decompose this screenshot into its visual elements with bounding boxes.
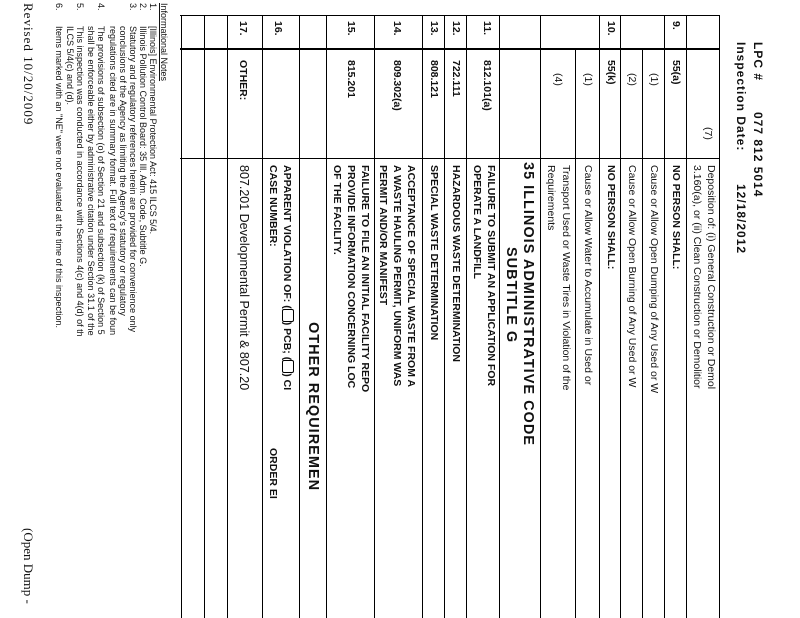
pcb-checkbox[interactable]: [282, 309, 294, 322]
pcb-label: ) PCB; (: [281, 321, 293, 361]
row-text: ACCEPTANCE OF SPECIAL WASTE FROM A: [405, 165, 417, 388]
row-cite: (2): [626, 73, 638, 86]
lpc-number: 077 812 5014: [751, 112, 765, 198]
inspection-date-value: 12/18/2012: [734, 184, 748, 255]
row-text: Transport Used or Waste Tires in Violation of the: [560, 165, 572, 391]
apparent-violation-label: APPARENT VIOLATION OF: (: [281, 165, 293, 309]
row-text: OF THE FACILITY.: [331, 165, 343, 255]
num-column-divider: [180, 48, 720, 50]
row-cite: 808.121: [428, 60, 440, 98]
note-text: This inspection was conducted in accordance with Sections 4(c) and 4(d) of th: [75, 26, 85, 337]
row-divider: [299, 15, 300, 618]
table-left-border: [180, 15, 720, 16]
row-divider: [664, 15, 665, 618]
note-number: 5.: [75, 3, 85, 11]
row-number: 15.: [345, 21, 357, 36]
row-cite: (1): [648, 73, 660, 86]
other-label: OTHER:: [237, 60, 249, 101]
row-text: NO PERSON SHALL:: [670, 165, 682, 270]
row-text: Cause or Allow Open Burning of Any Used or W: [626, 165, 638, 388]
row-text: OPERATE A LANDFILL: [471, 165, 483, 279]
row-divider: [227, 15, 228, 618]
note-text: conclusions of the Agency as limiting the Agency's statutory or regulatory: [118, 26, 128, 316]
cite-column-divider: [180, 158, 720, 159]
inspection-date-label: Inspection Date:: [734, 42, 748, 152]
row-divider: [326, 15, 327, 618]
row-text: HAZARDOUS WASTE DETERMINATION: [450, 165, 462, 362]
note-text: The provisions of subsection (o) of Section 21 and subsection (k) of Section 5: [96, 26, 106, 335]
note-text: Illinois Pollution Control Board: 35 Ill. Adm. Code, Subtitle G.: [138, 26, 148, 267]
note-text: shall be enforceable either by administrative citation under Section 31.1 of the: [86, 26, 96, 336]
row-divider: [422, 15, 423, 618]
note-text: [Illinois] Environmental Protection Act: 415 ILCS 5/4.: [148, 26, 158, 235]
row-cite: 812.101(a): [481, 60, 493, 111]
note-number: 6.: [54, 3, 64, 11]
row-divider: [686, 15, 687, 618]
row-cite: (1): [582, 73, 594, 86]
row-cite: 55(a): [670, 60, 682, 85]
row-text: A WASTE HAULING PERMIT, UNIFORM WAS: [391, 165, 403, 387]
row-number: 10.: [605, 21, 617, 36]
row-text: 3.160(a), or (ii) Clean Construction or Demolitior: [691, 165, 703, 389]
note-number: 3.: [128, 3, 138, 11]
note-text: regulations cited are in summary format. Full text of requirements can be foun: [108, 26, 118, 336]
row-number: 11.: [481, 21, 493, 36]
ci-label: ) CI: [281, 373, 293, 391]
note-number: 2.: [138, 3, 148, 11]
case-number-label: CASE NUMBER:: [267, 165, 279, 247]
section-title: 35 ILLINOIS ADMINISTRATIVE CODE: [520, 162, 536, 446]
row-divider: [444, 15, 445, 618]
row-divider: [466, 15, 467, 618]
row-cite: 815.201: [345, 60, 357, 98]
row-cite: 55(k): [605, 60, 617, 85]
row-text: Cause or Allow Water to Accumulate in Used or: [582, 165, 594, 386]
row-divider: [374, 15, 375, 618]
row-number: 9.: [670, 21, 682, 30]
row-number: 13.: [428, 21, 440, 36]
row-number: 12.: [450, 21, 462, 36]
row-divider: [620, 15, 621, 618]
row-cite: 722.111: [450, 60, 462, 97]
row-text: Requirements: [545, 165, 557, 231]
row-divider: [499, 15, 500, 618]
apparent-violation-line: [281, 165, 294, 390]
revised-date: Revised 10/20/2009: [21, 3, 36, 126]
row-number: 17.: [237, 21, 249, 36]
row-text: Deposition of: (i) General Construction or Demol: [705, 165, 717, 390]
row-text: PERMIT AND/OR MANIFEST: [377, 165, 389, 306]
table-top-border: [719, 15, 720, 618]
row-divider: [181, 15, 182, 618]
row-number: 14.: [391, 21, 403, 36]
row-number: 16.: [272, 21, 284, 36]
row-text: FAILURE TO SUBMIT AN APPLICATION FOR: [485, 165, 497, 387]
row-text: FAILURE TO FILE AN INITIAL FACILITY REPO: [359, 165, 371, 393]
row-text: SPECIAL WASTE DETERMINATION: [428, 165, 440, 341]
lpc-label: LPC #: [751, 42, 765, 82]
row-divider: [575, 48, 576, 618]
row-text: NO PERSON SHALL:: [605, 165, 617, 270]
open-dump-label: (Open Dump -: [21, 528, 36, 604]
row-divider: [262, 15, 263, 618]
other-text: 807.201 Developmental Permit & 807.20: [237, 165, 251, 391]
section-subtitle: SUBTITLE G: [503, 247, 519, 344]
row-divider: [599, 15, 600, 618]
row-text: Cause or Allow Open Dumping of Any Used or W: [648, 165, 660, 394]
note-text: ILCS 5/4(c) and (d).: [65, 26, 75, 106]
row-cite: (4): [552, 73, 564, 86]
row-cite: 809.302(a): [391, 60, 403, 111]
note-number: 1.: [148, 3, 158, 11]
row-divider: [204, 15, 205, 618]
notes-heading: Informational Notes: [159, 3, 169, 82]
row-divider: [540, 15, 541, 618]
note-text: Statutory and regulatory references herein are provided for convenience only: [128, 26, 138, 333]
ci-checkbox[interactable]: [282, 360, 294, 373]
other-requirements-title: OTHER REQUIREMEN: [305, 322, 321, 492]
note-text: Items marked with an "NE" were not evaluated at the time of this inspection.: [54, 26, 64, 329]
row-cite: (7): [702, 127, 714, 140]
note-number: 4.: [96, 3, 106, 11]
order-label: ORDER EI: [267, 448, 279, 499]
row-text: PROVIDE INFORMATION CONCERNING LOC: [345, 165, 357, 389]
row-divider: [642, 48, 643, 618]
